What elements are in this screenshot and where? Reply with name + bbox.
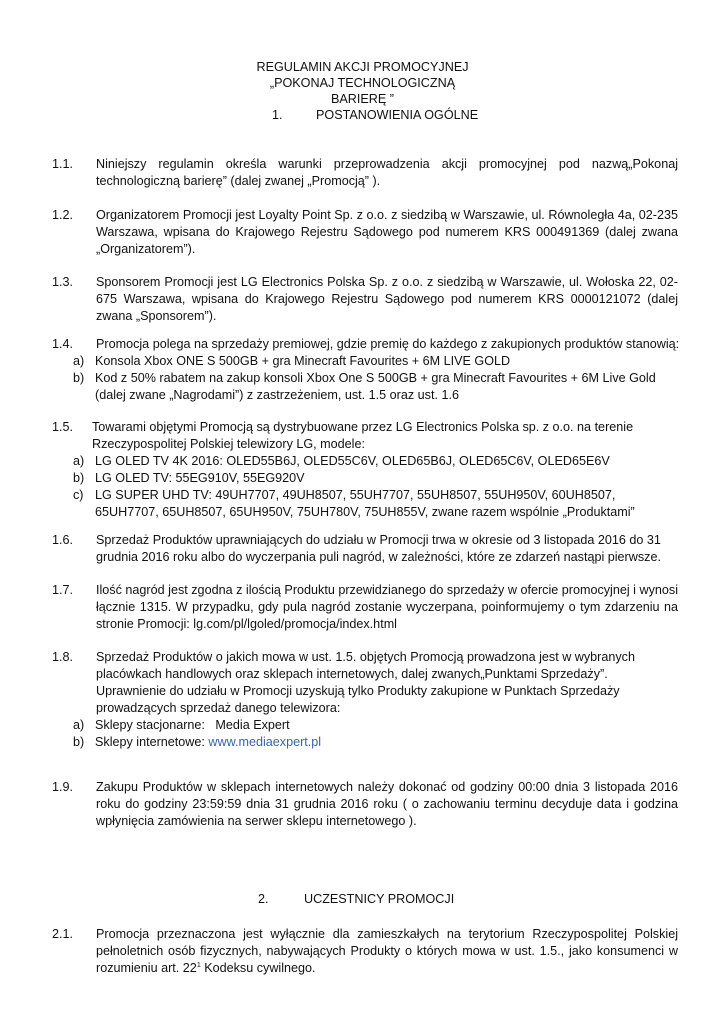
paragraph-text-end: Kodeksu cywilnego. [200,961,316,975]
paragraph-text: Niniejszy regulamin określa warunki przeprowadzenia akcji promocyjnej pod nazwą„Pokonaj technologiczną barierę” (dalej zwanej „Promocją” ). [96,157,678,188]
mediaexpert-link[interactable]: www.mediaexpert.pl [208,735,322,749]
list-label: Sklepy internetowe: [95,735,209,749]
list-text [95,734,680,751]
paragraph-number: 1.6. [52,533,74,547]
section-2-heading [258,891,454,908]
title-line-2: „POKONAJ TECHNOLOGICZNĄ [269,76,456,90]
list-letter: b) [73,735,85,749]
paragraph-text-1: Sprzedaż Produktów o jakich mowa w ust. 1.5. objętych Promocją prowadzona jest w wybranych placówkach handlowych oraz sklepach internetowych, dalej zwanych„Punktami Sprzedaży”. [96,650,635,681]
paragraph-number: 1.5. [52,420,74,434]
paragraph-number: 2.1. [52,927,74,941]
section-2-title: UCZESTNICY PROMOCJI [304,892,455,906]
document-title [0,59,725,107]
footnote-superscript: 1 [196,961,201,969]
section-1-title: POSTANOWIENIA OGÓLNE [316,108,479,122]
paragraph-number: 1.3. [52,275,74,289]
section-1-number: 1. [272,108,283,122]
paragraph-text: Zakupu Produktów w sklepach internetowych należy dokonać od godziny 00:00 dnia 3 listopada 2016 roku do godziny 23:59:59 dnia 31 grudnia 2016 roku ( o zachowaniu terminu decyduje data i godzina wpłynięcia zamówienia na serwer sklepu internetowego ). [96,780,678,828]
list-text: LG OLED TV: 55EG910V, 55EG920V [95,471,305,485]
paragraph-text-2: Uprawnienie do udziału w Promocji uzyskują tylko Produkty zakupione w Punktach Sprzedaży prowadzących sprzedaż danego telewizora: [96,684,620,715]
paragraph-number: 1.7. [52,583,74,597]
paragraph-text: Sprzedaż Produktów uprawniających do udziału w Promocji trwa w okresie od 3 listopada 2016 do 31 grudnia 2016 roku albo do wyczerpania puli nagród, w zależności, które ze zdarzeń nastąpi pierwsze. [96,533,661,564]
paragraph-text: Organizatorem Promocji jest Loyalty Point Sp. z o.o. z siedzibą w Warszawie, ul. Równoległa 4a, 02-235 Warszawa, wpisana do Krajowego Rejestru Sądowego pod numerem KRS 000491369 (dalej zwana „Organizatorem”). [96,208,678,256]
title-line-1: REGULAMIN AKCJI PROMOCYJNEJ [256,60,469,74]
paragraph-text: Promocja polega na sprzedaży premiowej, gdzie premię do każdego z zakupionych produktów stanowią: [96,337,680,351]
paragraph-text: Ilość nagród jest zgodna z ilością Produktu przewidzianego do sprzedaży w ofercie promocyjnej i wynosi łącznie 1315. W przypadku, gdy pula nagród zostanie wyczerpana, poinformujemy o tym zdarzeniu na stronie Promocji: lg.com/pl/lgoled/promocja/index.html [96,583,678,631]
list-letter: a) [73,718,85,732]
paragraph-text-main: Promocja przeznaczona jest wyłącznie dla zamieszkałych na terytorium Rzeczypospolitej Polskiej pełnoletnich osób fizycznych, nabywających Produkty o których mowa w ust. 1.5., jako konsumenci w rozumieniu art. 22 [96,927,678,975]
list-text: Kod z 50% rabatem na zakup konsoli Xbox One S 500GB + gra Minecraft Favourites + 6M Live Gold (dalej zwane „Nagrodami”) z zastrzeżeniem, ust. 1.5 oraz ust. 1.6 [95,371,656,402]
section-1-heading [272,107,478,124]
paragraph-text: Towarami objętymi Promocją są dystrybuowane przez LG Electronics Polska sp. z o.o. na terenie Rzeczypospolitej Polskiej telewizory LG, modele: [92,420,634,451]
paragraph-number: 1.9. [52,780,74,794]
paragraph-text [96,926,678,977]
paragraph-number: 1.1. [52,157,74,171]
list-text: Konsola Xbox ONE S 500GB + gra Minecraft Favourites + 6M LIVE GOLD [95,354,511,368]
list-text: LG SUPER UHD TV: 49UH7707, 49UH8507, 55UH7707, 55UH8507, 55UH950V, 60UH8507, 65UH7707, 65UH8507, 65UH950V, 75UH780V, 75UH855V, zwane razem wspólnie „Produktami” [95,488,635,519]
list-letter: a) [73,354,85,368]
paragraph-text: Sponsorem Promocji jest LG Electronics Polska Sp. z o.o. z siedzibą w Warszawie, ul. Wołoska 22, 02-675 Warszawa, wpisana do Krajowego Rejestru Sądowego pod numerem KRS 0000121072 (dalej zwana „Sponsorem”). [96,275,678,323]
list-letter: b) [73,371,85,385]
paragraph-number: 1.2. [52,208,74,222]
title-line-3: BARIERĘ ” [331,92,394,106]
list-letter: b) [73,471,85,485]
list-text: Sklepy stacjonarne: Media Expert [95,718,290,732]
paragraph-number: 1.8. [52,650,74,664]
paragraph-number: 1.4. [52,337,74,351]
section-2-number: 2. [258,892,269,906]
list-letter: c) [73,488,84,502]
list-letter: a) [73,454,85,468]
list-text: LG OLED TV 4K 2016: OLED55B6J, OLED55C6V, OLED65B6J, OLED65C6V, OLED65E6V [95,454,610,468]
